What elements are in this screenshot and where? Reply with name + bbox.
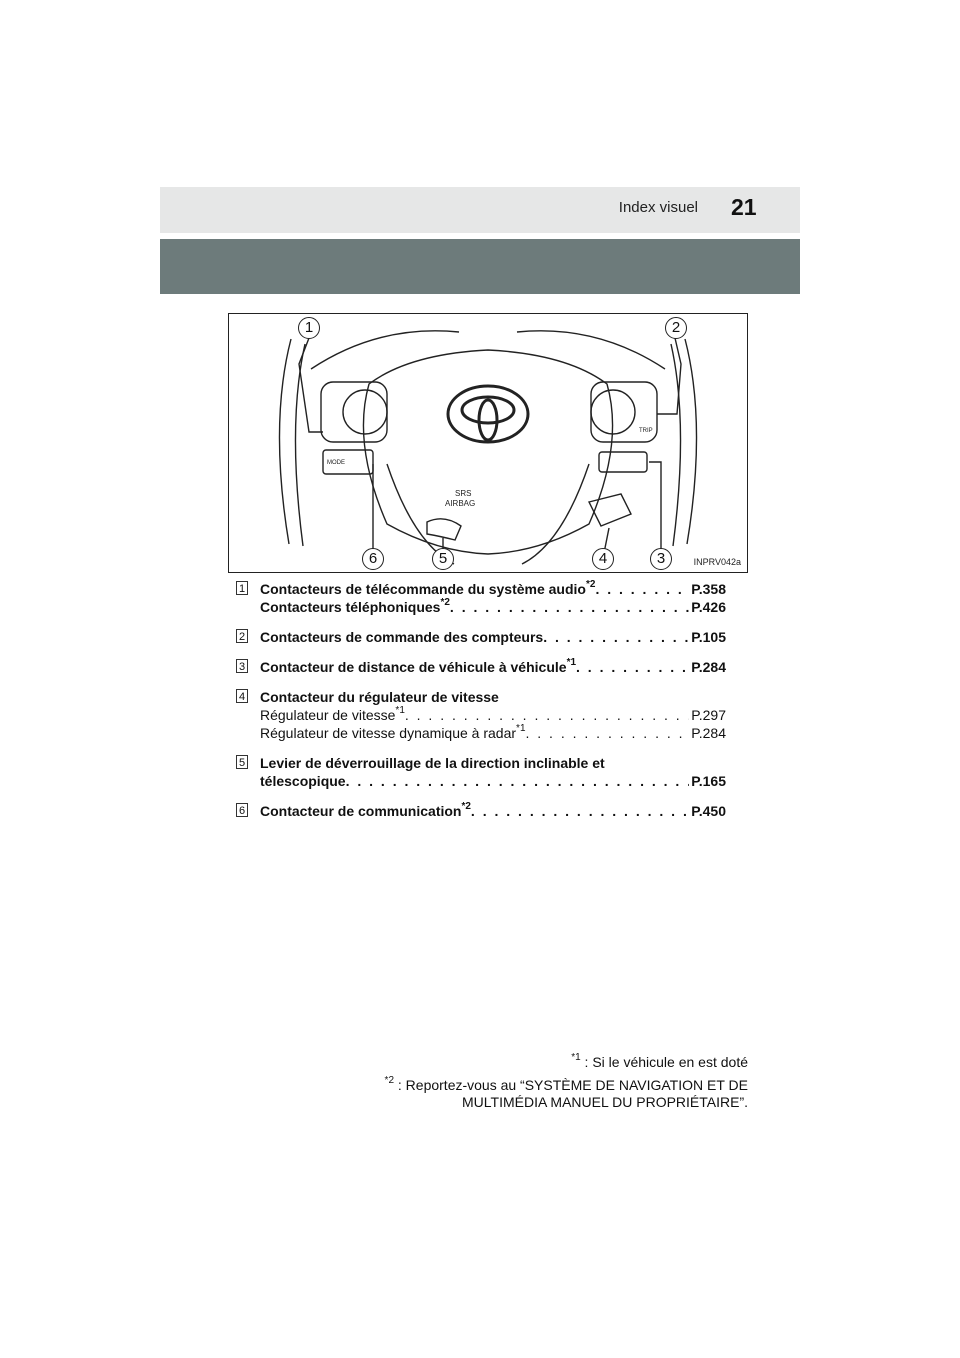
item-label: Régulateur de vitesse dynamique à radar bbox=[260, 725, 517, 741]
item-sup: *1 bbox=[566, 657, 577, 668]
callout-2: 2 bbox=[665, 317, 687, 339]
item-title-text: Levier de déverrouillage de la direction inclinable et bbox=[260, 755, 605, 771]
item-number: 6 bbox=[236, 803, 248, 817]
footnote-1-mark: *1 bbox=[571, 1052, 581, 1063]
footnote-2-line1: : Reportez-vous au “SYSTÈME DE NAVIGATION ET DE bbox=[394, 1077, 748, 1093]
legend-list bbox=[236, 580, 726, 832]
item-sup: *2 bbox=[585, 579, 596, 590]
item-sup: *2 bbox=[461, 801, 471, 812]
item-number: 1 bbox=[236, 581, 248, 595]
item-number: 5 bbox=[236, 755, 248, 769]
item-label: Contacteurs téléphoniques bbox=[260, 599, 441, 615]
dot-leader bbox=[526, 724, 690, 742]
trip-label: TRIP bbox=[639, 428, 653, 434]
callout-3: 3 bbox=[650, 548, 672, 570]
footnote-2 bbox=[330, 1077, 748, 1111]
list-item bbox=[236, 688, 726, 742]
item-line bbox=[260, 706, 726, 724]
dot-leader bbox=[450, 598, 689, 616]
list-item bbox=[236, 580, 726, 616]
item-sup: *1 bbox=[395, 705, 405, 716]
list-item bbox=[236, 754, 726, 790]
callout-5: 5 bbox=[432, 548, 454, 570]
airbag-label: AIRBAG bbox=[445, 499, 476, 508]
item-line bbox=[260, 628, 726, 646]
item-line bbox=[260, 724, 726, 742]
page-ref-link[interactable]: P.358 bbox=[691, 581, 726, 597]
item-line bbox=[260, 658, 726, 676]
section-title: Index visuel bbox=[618, 199, 698, 216]
list-item bbox=[236, 658, 726, 676]
callout-4: 4 bbox=[592, 548, 614, 570]
item-number: 4 bbox=[236, 689, 248, 703]
footnote-1 bbox=[330, 1054, 748, 1071]
page-number: 21 bbox=[731, 194, 757, 220]
footnote-1-text: : Si le véhicule en est doté bbox=[580, 1054, 748, 1070]
item-title bbox=[260, 688, 726, 706]
item-label: Contacteur de communication bbox=[260, 803, 462, 819]
footnote-2-mark: *2 bbox=[384, 1075, 394, 1086]
steering-wheel-illustration bbox=[229, 314, 747, 572]
item-line bbox=[260, 580, 726, 598]
list-item bbox=[236, 802, 726, 820]
page-ref-link[interactable]: P.426 bbox=[691, 599, 726, 615]
item-sup: *1 bbox=[516, 723, 526, 734]
page-ref-link[interactable]: P.284 bbox=[691, 725, 726, 741]
footnotes bbox=[330, 1054, 748, 1117]
page-ref-link[interactable]: P.450 bbox=[691, 803, 726, 819]
page-ref-link[interactable]: P.105 bbox=[691, 629, 726, 645]
page-ref-link[interactable]: P.165 bbox=[691, 773, 726, 789]
item-label: télescopique bbox=[260, 773, 346, 789]
title-band bbox=[160, 239, 800, 294]
list-item bbox=[236, 628, 726, 646]
page-ref-link[interactable]: P.284 bbox=[691, 659, 726, 675]
item-title bbox=[260, 754, 726, 772]
callout-1: 1 bbox=[298, 317, 320, 339]
item-line bbox=[260, 772, 726, 790]
item-number: 3 bbox=[236, 659, 248, 673]
dot-leader bbox=[595, 580, 689, 598]
mode-label: MODE bbox=[327, 460, 345, 466]
item-label: Contacteurs de télécommande du système audio bbox=[260, 581, 586, 597]
dot-leader bbox=[543, 628, 689, 646]
dot-leader bbox=[405, 706, 689, 724]
steering-wheel-figure bbox=[228, 313, 748, 573]
dot-leader bbox=[346, 772, 690, 790]
item-number: 2 bbox=[236, 629, 248, 643]
srs-label: SRS bbox=[455, 489, 472, 498]
item-sup: *2 bbox=[440, 597, 450, 608]
item-label: Contacteur de distance de véhicule à véhicule bbox=[260, 659, 567, 675]
dot-leader bbox=[471, 802, 689, 820]
callout-6: 6 bbox=[362, 548, 384, 570]
item-label: Régulateur de vitesse bbox=[260, 707, 396, 723]
item-label: Contacteurs de commande des compteurs bbox=[260, 629, 544, 645]
item-title-text: Contacteur du régulateur de vitesse bbox=[260, 689, 499, 705]
figure-code: INPRV042a bbox=[693, 557, 741, 567]
item-line bbox=[260, 802, 726, 820]
footnote-2-line2: MULTIMÉDIA MANUEL DU PROPRIÉTAIRE”. bbox=[462, 1094, 748, 1110]
item-line bbox=[260, 598, 726, 616]
header-bar bbox=[160, 187, 800, 233]
page-ref-link[interactable]: P.297 bbox=[691, 707, 726, 723]
dot-leader bbox=[576, 658, 689, 676]
